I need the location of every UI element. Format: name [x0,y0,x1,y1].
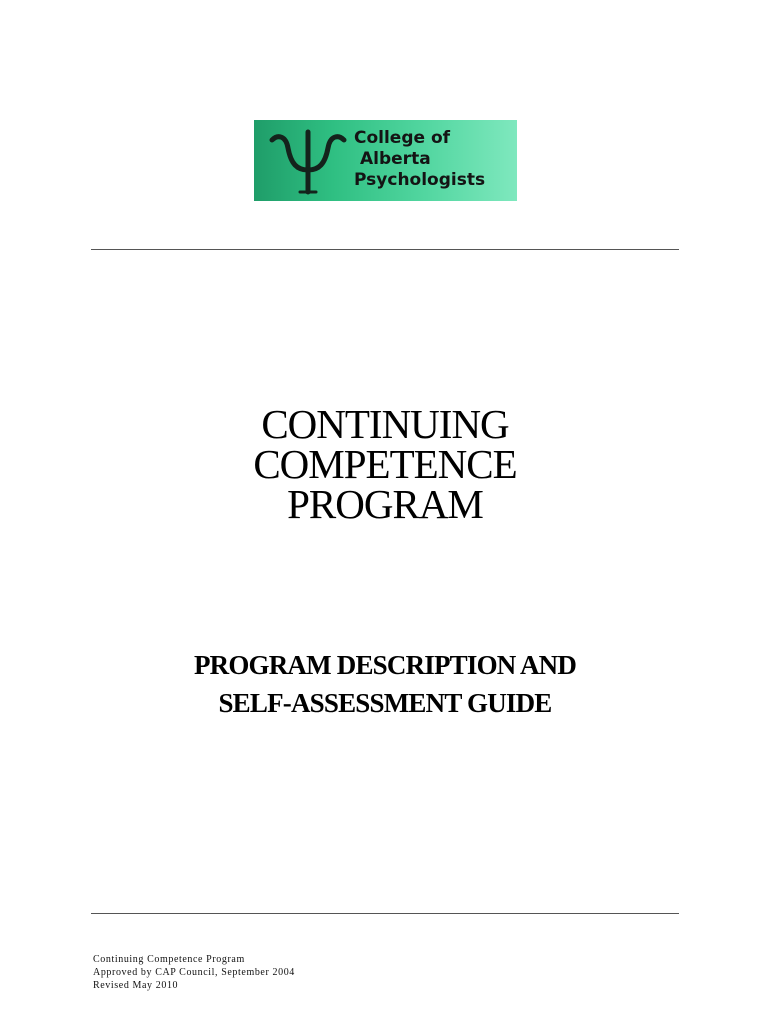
document-title [0,401,770,527]
title-line-1: CONTINUING [261,401,509,447]
footer-notes [93,953,295,992]
subtitle-line-2: SELF-ASSESSMENT GUIDE [218,688,552,718]
bottom-divider [91,913,679,914]
top-divider [91,249,679,250]
psi-symbol-icon [264,126,354,196]
document-subtitle [0,646,770,722]
title-line-3: PROGRAM [287,481,483,527]
logo-line-2: Alberta [360,149,431,169]
title-line-2: COMPETENCE [253,441,517,487]
footer-line-approved: Approved by CAP Council, September 2004 [93,967,295,978]
footer-line-revised: Revised May 2010 [93,980,179,991]
footer-line-program: Continuing Competence Program [93,954,245,965]
college-logo [254,120,517,201]
subtitle-line-1: PROGRAM DESCRIPTION AND [193,650,577,680]
logo-text [354,128,514,191]
logo-line-3: Psychologists [354,170,486,190]
logo-line-1: College of [354,128,451,148]
